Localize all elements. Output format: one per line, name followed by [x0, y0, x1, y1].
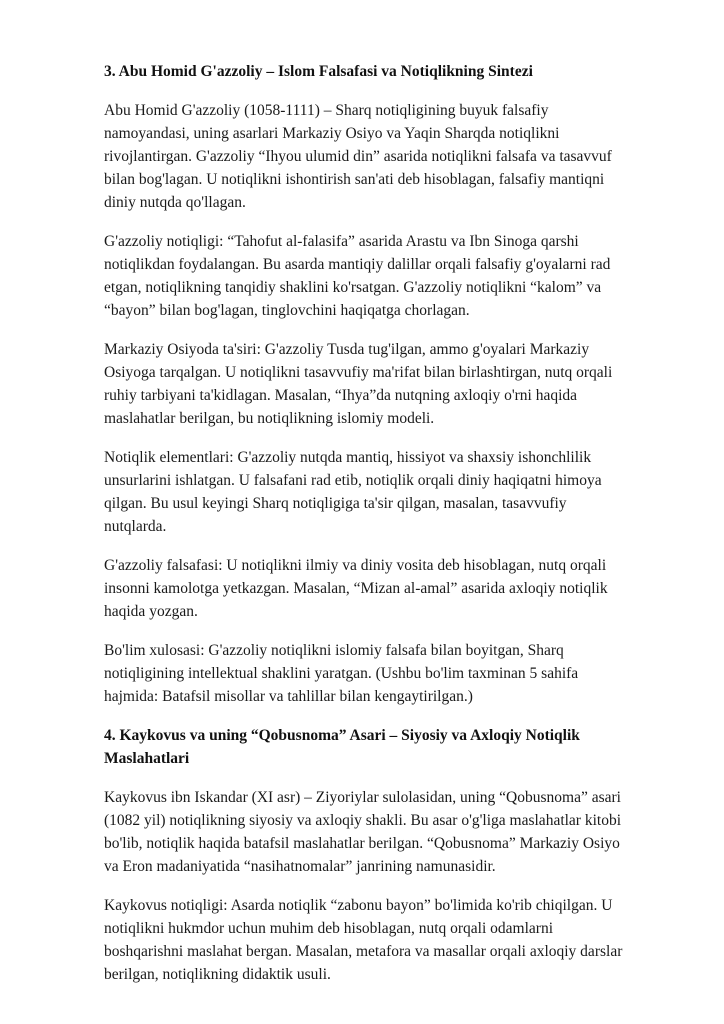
paragraph: Markaziy Osiyoda ta'siri: G'azzoliy Tusda tug'ilgan, ammo g'oyalari Markaziy Osiyoga tarqalgan. U notiqlikni tasavvufiy ma'rifat bilan birlashtirgan, nutq orqali ruhiy tarbiyani ta'kidlagan. Masalan, “Ihya”da nutqning axloqiy o'rni haqida maslahatlar berilgan, bu notiqlikning islomiy modeli.: [104, 341, 613, 427]
paragraph: G'azzoliy falsafasi: U notiqlikni ilmiy va diniy vosita deb hisoblagan, nutq orqali insonni kamolotga yetkazgan. Masalan, “Mizan al-amal” asarida axloqiy notiqlik haqida yozgan.: [104, 557, 608, 620]
section-heading-3: 3. Abu Homid G'azzoliy – Islom Falsafasi va Notiqlikning Sintezi: [104, 63, 533, 80]
document-page: [104, 60, 624, 1002]
paragraph: Bo'lim xulosasi: G'azzoliy notiqlikni islomiy falsafa bilan boyitgan, Sharq notiqligining intellektual shaklini yaratgan. (Ushbu bo'lim taxminan 5 sahifa hajmida: Batafsil misollar va tahlillar bilan kengaytirilgan.): [104, 642, 579, 705]
paragraph: Kaykovus ibn Iskandar (XI asr) – Ziyoriylar sulolasidan, uning “Qobusnoma” asari (1082 yil) notiqlikning siyosiy va axloqiy shakli. Bu asar o'g'liga maslahatlar kitobi bo'lib, notiqlik haqida batafsil maslahatlar berilgan. “Qobusnoma” Markaziy Osiyo va Eron madaniyatida “nasihatnomalar” janrining namunasidir.: [104, 789, 622, 875]
paragraph: Abu Homid G'azzoliy (1058-1111) – Sharq notiqligining buyuk falsafiy namoyandasi, uning asarlari Markaziy Osiyo va Yaqin Sharqda notiqlikni rivojlantirgan. G'azzoliy “Ihyou ulumid din” asarida notiqlikni falsafa va tasavvuf bilan bog'lagan. U notiqlikni ishontirish san'ati deb hisoblagan, falsafiy mantiqni diniy nutqda qo'llagan.: [104, 102, 612, 211]
paragraph: G'azzoliy notiqligi: “Tahofut al-falasifa” asarida Arastu va Ibn Sinoga qarshi notiqlikdan foydalangan. Bu asarda mantiqiy dalillar orqali falsafiy g'oyalarni rad etgan, notiqlikning tanqidiy shaklini ko'rsatgan. G'azzoliy notiqlikni “kalom” va “bayon” bilan bog'lagan, tinglovchini haqiqatga chorlagan.: [104, 233, 611, 319]
section-heading-4: 4. Kaykovus va uning “Qobusnoma” Asari – Siyosiy va Axloqiy Notiqlik Maslahatlari: [104, 727, 580, 767]
paragraph: Kaykovus notiqligi: Asarda notiqlik “zabonu bayon” bo'limida ko'rib chiqilgan. U notiqlikni hukmdor uchun muhim deb hisoblagan, nutq orqali odamlarni boshqarishni maslahat bergan. Masalan, metafora va masallar orqali axloqiy darslar berilgan, notiqlikning didaktik usuli.: [104, 897, 623, 983]
paragraph: Notiqlik elementlari: G'azzoliy nutqda mantiq, hissiyot va shaxsiy ishonchlilik unsurlarini ishlatgan. U falsafani rad etib, notiqlik orqali diniy haqiqatni himoya qilgan. Bu usul keyingi Sharq notiqligiga ta'sir qilgan, masalan, tasavvufiy nutqlarda.: [104, 449, 602, 535]
